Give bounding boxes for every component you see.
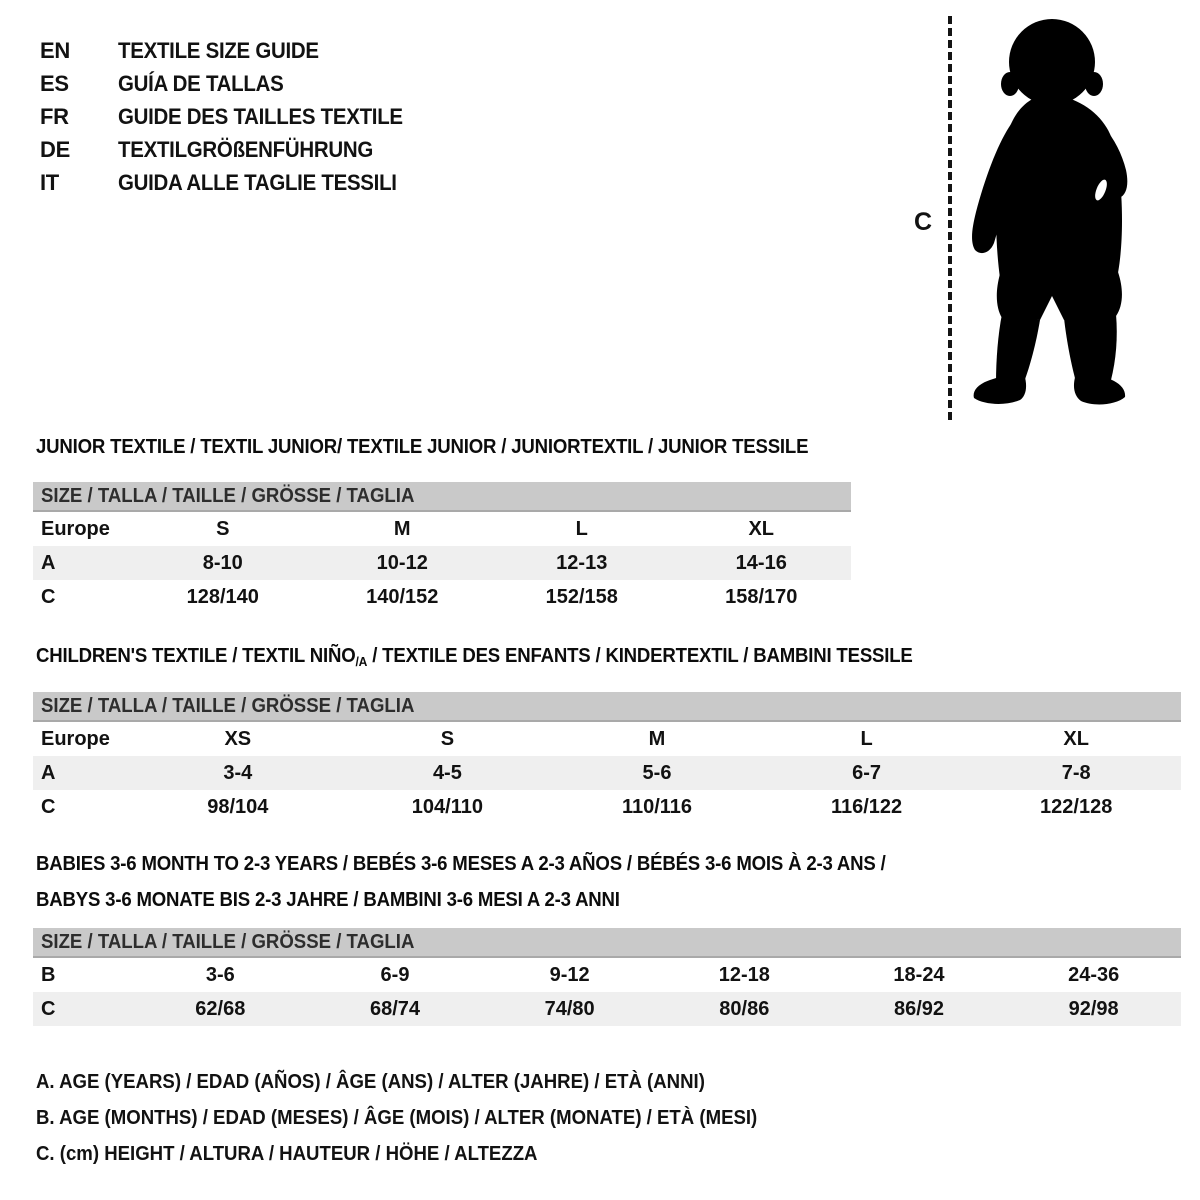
table-row — [33, 546, 851, 580]
size-cell: L — [860, 727, 873, 750]
row-label: B — [41, 963, 56, 986]
size-cell: 122/128 — [1040, 795, 1113, 818]
size-cell: 6-7 — [852, 761, 882, 784]
size-table-header: SIZE / TALLA / TAILLE / GRÖSSE / TAGLIA — [33, 482, 851, 512]
children-title-rest: / TEXTILE DES ENFANTS / KINDERTEXTIL / BAMBINI TESSILE — [367, 645, 913, 667]
size-cell: 6-9 — [380, 963, 410, 986]
table-row — [33, 512, 851, 546]
row-label: Europe — [41, 727, 110, 750]
size-cell: 4-5 — [432, 761, 462, 784]
size-cell: 140/152 — [366, 585, 439, 608]
size-cell: M — [393, 517, 411, 540]
babies-section-title — [36, 846, 950, 918]
lang-title: GUIDE DES TAILLES TEXTILE — [118, 103, 403, 129]
note-age-years: A. AGE (YEARS) / EDAD (AÑOS) / ÂGE (ANS) / ALTER (JAHRE) / ETÀ (ANNI) — [36, 1070, 705, 1093]
size-cell: 5-6 — [642, 761, 672, 784]
size-cell: 62/68 — [195, 997, 246, 1020]
babies-title-line1: BABIES 3-6 MONTH TO 2-3 YEARS / BEBÉS 3-6 MESES A 2-3 AÑOS / BÉBÉS 3-6 MOIS À 2-3 ANS / — [36, 853, 886, 875]
size-cell: 24-36 — [1068, 963, 1120, 986]
lang-title: GUIDA ALLE TAGLIE TESSILI — [118, 169, 397, 195]
lang-row-en — [40, 34, 424, 67]
size-cell: 74/80 — [544, 997, 595, 1020]
lang-code: DE — [40, 136, 70, 162]
lang-row-it — [40, 166, 424, 199]
size-cell: XL — [748, 517, 775, 540]
lang-code: ES — [40, 70, 69, 96]
table-row — [33, 958, 1181, 992]
lang-row-fr — [40, 100, 424, 133]
size-cell: 86/92 — [893, 997, 945, 1020]
junior-size-table — [33, 482, 851, 614]
legend-notes — [36, 1064, 812, 1172]
lang-code: EN — [40, 37, 70, 63]
size-cell: 7-8 — [1061, 761, 1091, 784]
baby-silhouette — [960, 16, 1138, 416]
lang-row-es — [40, 67, 424, 100]
table-row — [33, 790, 1181, 824]
size-cell: XS — [224, 727, 252, 750]
children-size-table — [33, 692, 1181, 824]
size-cell: S — [216, 517, 230, 540]
size-cell: 158/170 — [725, 585, 798, 608]
size-cell: 12-13 — [556, 551, 608, 574]
size-cell: 104/110 — [411, 795, 483, 818]
size-cell: 110/116 — [621, 795, 693, 818]
children-section-title — [36, 645, 979, 669]
size-cell: 9-12 — [549, 963, 590, 986]
size-cell: M — [648, 727, 666, 750]
children-title-main: CHILDREN'S TEXTILE / TEXTIL NIÑO — [36, 645, 356, 667]
size-cell: 116/122 — [830, 795, 903, 818]
junior-section-title: JUNIOR TEXTILE / TEXTIL JUNIOR/ TEXTILE JUNIOR / JUNIORTEXTIL / JUNIOR TESSILE — [36, 436, 809, 458]
lang-title: TEXTILE SIZE GUIDE — [118, 37, 319, 63]
row-label: Europe — [41, 517, 110, 540]
table-row — [33, 722, 1181, 756]
row-label: A — [41, 761, 56, 784]
note-age-months: B. AGE (MONTHS) / EDAD (MESES) / ÂGE (MOIS) / ALTER (MONATE) / ETÀ (MESI) — [36, 1106, 758, 1129]
height-measure-dashed-line — [948, 16, 952, 420]
size-cell: 3-6 — [205, 963, 235, 986]
size-cell: 3-4 — [223, 761, 253, 784]
babies-title-line2: BABYS 3-6 MONATE BIS 2-3 JAHRE / BAMBINI 3-6 MESI A 2-3 ANNI — [36, 889, 620, 911]
size-cell: XL — [1063, 727, 1089, 750]
size-table-header: SIZE / TALLA / TAILLE / GRÖSSE / TAGLIA — [33, 928, 1181, 958]
row-label: A — [41, 551, 56, 574]
size-cell: L — [575, 517, 588, 540]
size-cell: 18-24 — [893, 963, 945, 986]
lang-row-de — [40, 133, 424, 166]
size-cell: S — [440, 727, 455, 750]
language-list — [40, 34, 424, 199]
size-cell: 152/158 — [545, 585, 618, 608]
lang-code: IT — [40, 169, 59, 195]
lang-code: FR — [40, 103, 69, 129]
babies-size-table — [33, 928, 1181, 1026]
children-title-sub: /A — [355, 654, 368, 669]
row-label: C — [41, 997, 56, 1020]
size-cell: 8-10 — [202, 551, 243, 574]
height-measure-label: C — [914, 208, 933, 236]
row-label: C — [41, 585, 56, 608]
note-height-cm: C. (cm) HEIGHT / ALTURA / HAUTEUR / HÖHE / ALTEZZA — [36, 1142, 538, 1165]
size-cell: 68/74 — [369, 997, 421, 1020]
row-label: C — [41, 795, 56, 818]
size-cell: 10-12 — [376, 551, 428, 574]
size-cell: 98/104 — [207, 795, 269, 818]
table-row — [33, 992, 1181, 1026]
size-cell: 12-18 — [718, 963, 770, 986]
table-row — [33, 756, 1181, 790]
lang-title: GUÍA DE TALLAS — [118, 70, 284, 96]
size-cell: 92/98 — [1068, 997, 1119, 1020]
size-cell: 14-16 — [735, 551, 787, 574]
size-table-header: SIZE / TALLA / TAILLE / GRÖSSE / TAGLIA — [33, 692, 1181, 722]
lang-title: TEXTILGRÖßENFÜHRUNG — [118, 136, 373, 162]
size-cell: 128/140 — [186, 585, 259, 608]
table-row — [33, 580, 851, 614]
size-cell: 80/86 — [719, 997, 770, 1020]
